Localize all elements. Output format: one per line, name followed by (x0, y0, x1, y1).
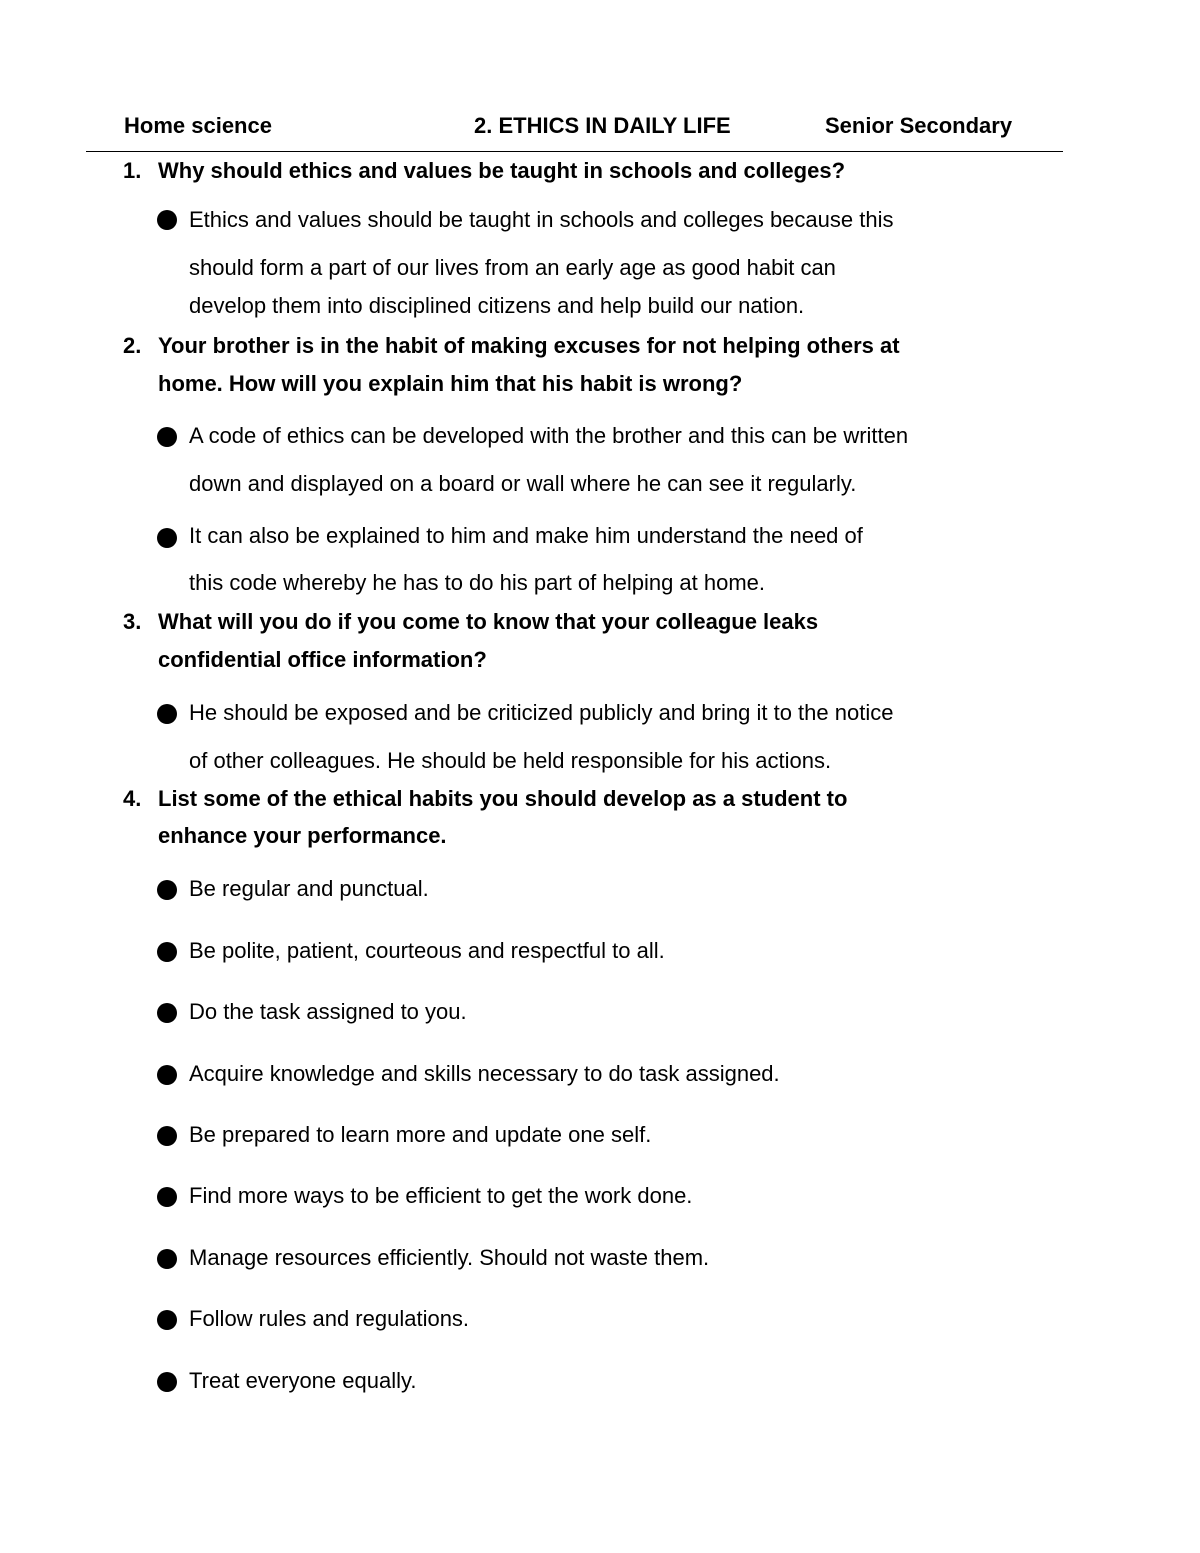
question-text: enhance your performance. (158, 823, 447, 848)
answer-text: Be regular and punctual. (189, 876, 429, 901)
answer-text: Do the task assigned to you. (189, 999, 467, 1024)
bullet-icon (157, 1187, 177, 1207)
answer-text: Acquire knowledge and skills necessary to do task assigned. (189, 1061, 780, 1086)
answer-text: Ethics and values should be taught in schools and colleges because this (189, 207, 894, 232)
question-text: Why should ethics and values be taught in schools and colleges? (158, 158, 846, 183)
question-text: confidential office information? (158, 647, 487, 672)
answer-text: It can also be explained to him and make him understand the need of (189, 523, 863, 548)
answer-text: Follow rules and regulations. (189, 1306, 470, 1331)
question-text: home. How will you explain him that his habit is wrong? (158, 371, 743, 396)
header-level: Senior Secondary (825, 113, 1013, 138)
answer-text: of other colleagues. He should be held responsible for his actions. (189, 748, 832, 773)
bullet-icon (157, 704, 177, 724)
answer-text: Be prepared to learn more and update one self. (189, 1122, 652, 1147)
answer-text: Treat everyone equally. (189, 1368, 417, 1393)
answer-text: He should be exposed and be criticized publicly and bring it to the notice (189, 700, 894, 725)
answer-text: develop them into disciplined citizens and help build our nation. (189, 293, 805, 318)
bullet-icon (157, 880, 177, 900)
answer-text: A code of ethics can be developed with the brother and this can be written (189, 423, 909, 448)
header-subject: Home science (124, 113, 272, 138)
bullet-icon (157, 1126, 177, 1146)
bullet-icon (157, 1249, 177, 1269)
question-text: What will you do if you come to know that your colleague leaks (158, 609, 819, 634)
question-text: Your brother is in the habit of making excuses for not helping others at (158, 333, 900, 358)
bullet-icon (157, 1372, 177, 1392)
bullet-icon (157, 1310, 177, 1330)
answer-text: Manage resources efficiently. Should not waste them. (189, 1245, 710, 1270)
bullet-icon (157, 1065, 177, 1085)
page-header (0, 113, 1200, 145)
answer-text: Be polite, patient, courteous and respectful to all. (189, 938, 665, 963)
question-number: 4. (123, 786, 142, 811)
answer-text: Find more ways to be efficient to get the work done. (189, 1183, 693, 1208)
header-chapter-title: 2. ETHICS IN DAILY LIFE (474, 113, 731, 138)
bullet-icon (157, 942, 177, 962)
answer-text: down and displayed on a board or wall where he can see it regularly. (189, 471, 857, 496)
bullet-icon (157, 1003, 177, 1023)
header-divider (86, 151, 1063, 152)
bullet-icon (157, 528, 177, 548)
question-number: 2. (123, 333, 142, 358)
bullet-icon (157, 210, 177, 230)
question-text: List some of the ethical habits you should develop as a student to (158, 786, 848, 811)
question-number: 1. (123, 158, 142, 183)
answer-text: should form a part of our lives from an early age as good habit can (189, 255, 836, 280)
bullet-icon (157, 427, 177, 447)
question-number: 3. (123, 609, 142, 634)
answer-text: this code whereby he has to do his part of helping at home. (189, 570, 766, 595)
